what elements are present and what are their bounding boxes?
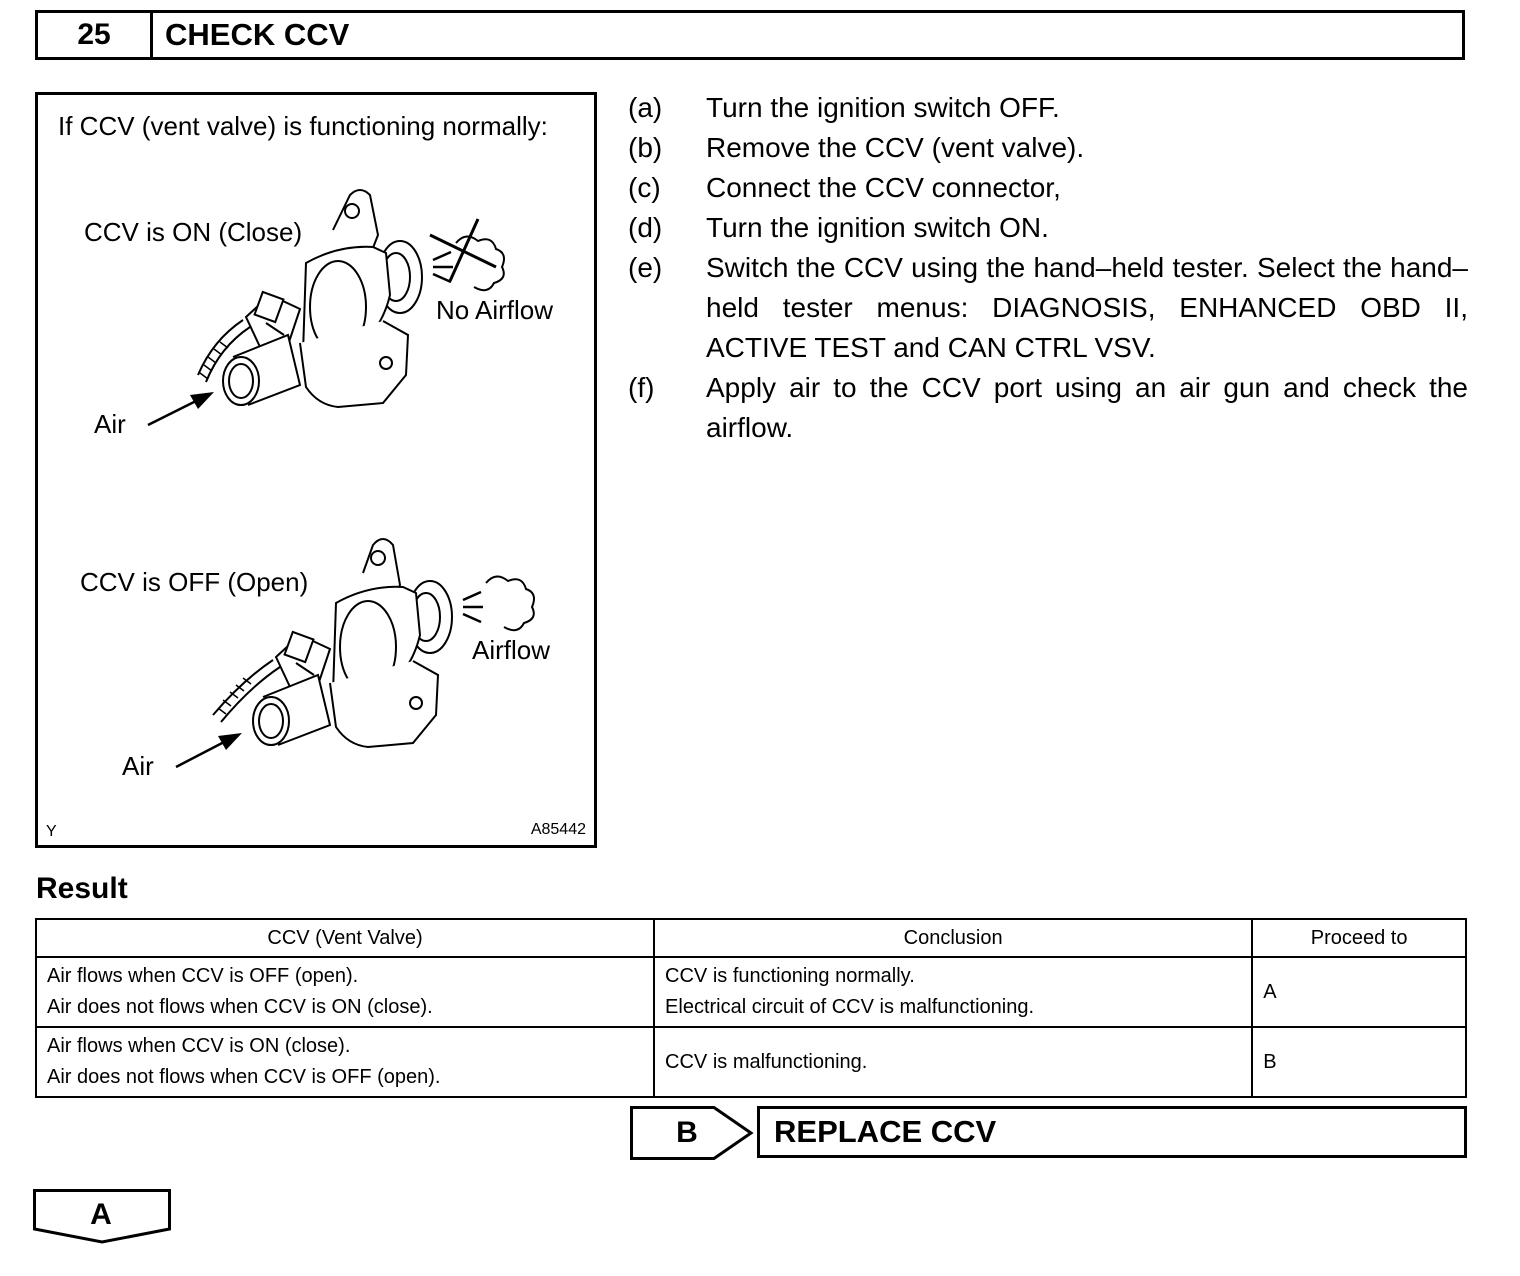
step-item [628, 88, 1468, 128]
step-title: CHECK CCV [165, 17, 350, 52]
step-item [628, 168, 1468, 208]
column-header: Conclusion [654, 919, 1252, 957]
air-label-bottom: Air [122, 751, 154, 781]
step-text: Switch the CCV using the hand–held tester. Select the hand–held tester menus: DIAGNOSIS, ENHANCED OBD II, ACTIVE TEST and CAN CTRL VSV. [706, 252, 1468, 363]
step-text: Connect the CCV connector, [706, 172, 1061, 203]
step-text: Turn the ignition switch OFF. [706, 92, 1060, 123]
figure-corner-left: Y [46, 823, 57, 840]
step-label: (e) [628, 252, 663, 283]
replace-ccv-box: REPLACE CCV [757, 1106, 1467, 1158]
closed-state-label: CCV is ON (Close) [84, 217, 303, 247]
step-item [628, 208, 1468, 248]
table-row [36, 1027, 1466, 1097]
step-item [628, 128, 1468, 168]
step-label: (c) [628, 172, 661, 203]
step-header [35, 10, 1465, 60]
table-header-row [36, 919, 1466, 957]
figure-code: A85442 [530, 821, 586, 838]
branch-b-marker [630, 1106, 754, 1165]
proceed-cell: B [1252, 1027, 1466, 1097]
branch-a-label: A [90, 1198, 112, 1231]
step-text: Turn the ignition switch ON. [706, 212, 1049, 243]
result-heading: Result [36, 872, 128, 905]
conclusion-cell: CCV is malfunctioning. [654, 1027, 1252, 1097]
step-item [628, 368, 1468, 448]
step-label: (f) [628, 372, 655, 403]
table-row [36, 957, 1466, 1027]
ccv-condition-cell: Air flows when CCV is OFF (open). Air does not flows when CCV is ON (close). [36, 957, 654, 1027]
conclusion-cell: CCV is functioning normally. Electrical circuit of CCV is malfunctioning. [654, 957, 1252, 1027]
step-text: Remove the CCV (vent valve). [706, 132, 1085, 163]
result-table [35, 918, 1467, 1098]
step-item [628, 248, 1468, 368]
air-label-top: Air [94, 409, 126, 439]
step-number: 25 [38, 13, 153, 57]
column-header: CCV (Vent Valve) [36, 919, 654, 957]
ccv-condition-cell: Air flows when CCV is ON (close). Air does not flows when CCV is OFF (open). [36, 1027, 654, 1097]
figure-caption: If CCV (vent valve) is functioning normally: [58, 111, 548, 141]
proceed-cell: A [1252, 957, 1466, 1027]
branch-a-marker [33, 1189, 173, 1250]
no-airflow-label: No Airflow [436, 295, 554, 325]
airflow-label: Airflow [472, 635, 551, 665]
step-label: (b) [628, 132, 663, 163]
ccv-illustration [35, 92, 597, 848]
step-label: (a) [628, 92, 663, 123]
branch-b-label: B [676, 1116, 698, 1149]
procedure-steps [628, 88, 1468, 448]
column-header: Proceed to [1252, 919, 1466, 957]
step-text: Apply air to the CCV port using an air gun and check the airflow. [706, 372, 1468, 443]
open-state-label: CCV is OFF (Open) [80, 567, 309, 597]
step-label: (d) [628, 212, 663, 243]
ccv-drawing [38, 95, 594, 845]
